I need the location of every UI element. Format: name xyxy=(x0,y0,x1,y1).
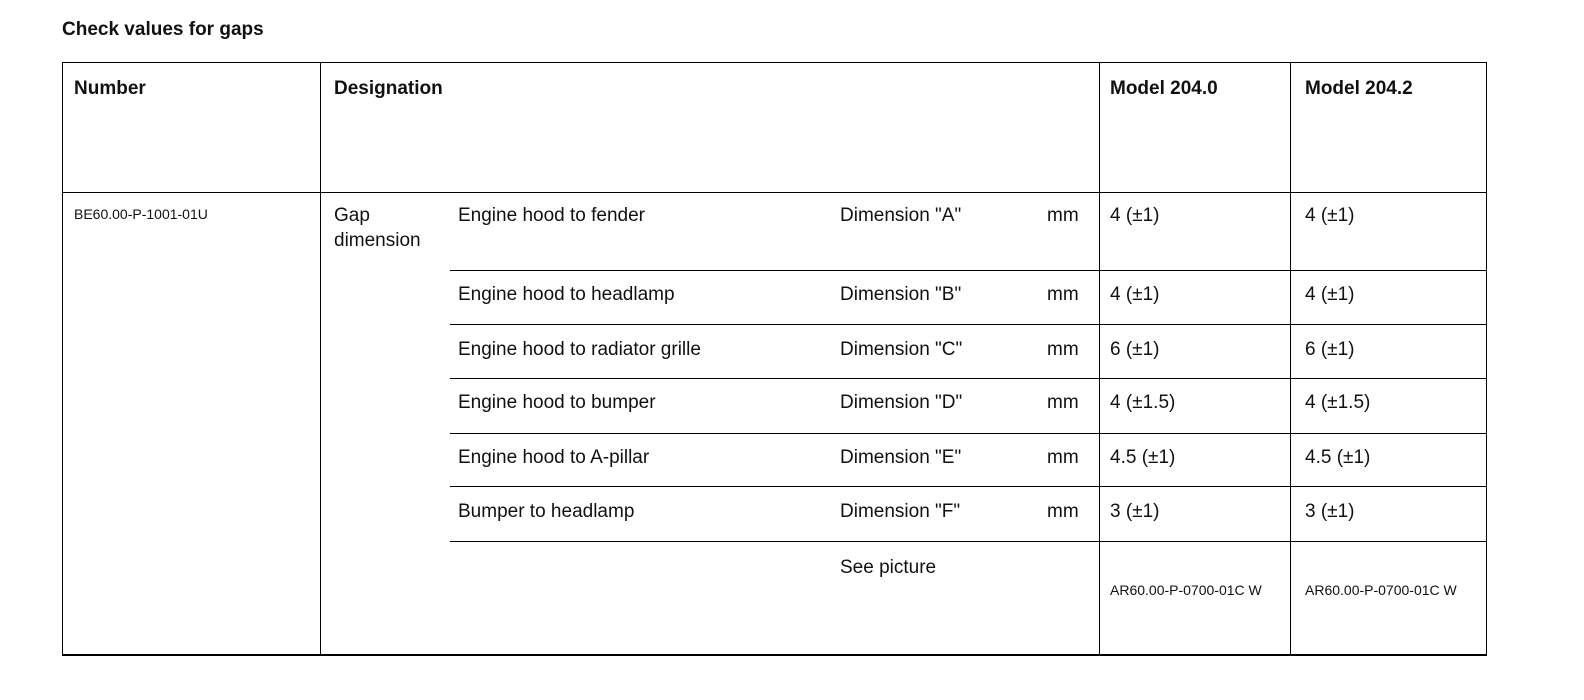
row-description: Engine hood to radiator grille xyxy=(458,339,701,360)
header-separator xyxy=(62,192,1487,193)
row-separator xyxy=(450,486,1487,487)
row-value-model-204-2: 4.5 (±1) xyxy=(1305,447,1371,468)
row-unit: mm xyxy=(1047,501,1079,522)
row-dimension: Dimension "A" xyxy=(840,205,962,226)
row-description: Engine hood to bumper xyxy=(458,392,656,413)
row-dimension: Dimension "B" xyxy=(840,284,962,305)
row-unit: mm xyxy=(1047,284,1079,305)
table-border-bottom xyxy=(62,654,1487,656)
column-separator-number xyxy=(320,62,321,656)
picture-reference-model-204-2: AR60.00-P-0700-01C W xyxy=(1305,582,1457,598)
table-border-right xyxy=(1486,62,1487,656)
row-separator xyxy=(450,433,1487,434)
row-separator xyxy=(450,270,1487,271)
row-unit: mm xyxy=(1047,205,1079,226)
row-separator xyxy=(450,541,1487,542)
row-value-model-204-0: 4 (±1) xyxy=(1110,284,1160,305)
header-model-204-2: Model 204.2 xyxy=(1305,78,1413,99)
row-value-model-204-2: 4 (±1.5) xyxy=(1305,392,1371,413)
picture-reference-model-204-0: AR60.00-P-0700-01C W xyxy=(1110,582,1262,598)
header-designation: Designation xyxy=(334,78,443,99)
row-separator xyxy=(450,324,1487,325)
row-value-model-204-0: 4.5 (±1) xyxy=(1110,447,1176,468)
row-value-model-204-0: 4 (±1) xyxy=(1110,205,1160,226)
gap-values-table xyxy=(62,62,1487,655)
header-model-204-0: Model 204.0 xyxy=(1110,78,1218,99)
row-dimension: Dimension "E" xyxy=(840,447,962,468)
table-border-left xyxy=(62,62,63,656)
row-value-model-204-0: 3 (±1) xyxy=(1110,501,1160,522)
row-dimension: Dimension "C" xyxy=(840,339,963,360)
group-label: Gap dimension xyxy=(334,205,421,251)
row-dimension: Dimension "D" xyxy=(840,392,963,413)
row-value-model-204-2: 3 (±1) xyxy=(1305,501,1355,522)
row-description: Bumper to headlamp xyxy=(458,501,635,522)
header-number: Number xyxy=(74,78,146,99)
row-unit: mm xyxy=(1047,392,1079,413)
see-picture-label: See picture xyxy=(840,557,937,578)
row-unit: mm xyxy=(1047,339,1079,360)
row-description: Engine hood to fender xyxy=(458,205,645,226)
row-value-model-204-2: 4 (±1) xyxy=(1305,205,1355,226)
row-description: Engine hood to headlamp xyxy=(458,284,675,305)
row-value-model-204-0: 4 (±1.5) xyxy=(1110,392,1176,413)
page-title: Check values for gaps xyxy=(62,19,264,40)
column-separator-model-b xyxy=(1290,62,1291,656)
row-value-model-204-2: 6 (±1) xyxy=(1305,339,1355,360)
part-number: BE60.00-P-1001-01U xyxy=(74,206,208,222)
row-description: Engine hood to A-pillar xyxy=(458,447,650,468)
row-separator xyxy=(450,378,1487,379)
row-value-model-204-0: 6 (±1) xyxy=(1110,339,1160,360)
row-value-model-204-2: 4 (±1) xyxy=(1305,284,1355,305)
row-dimension: Dimension "F" xyxy=(840,501,961,522)
table-border-top xyxy=(62,62,1487,63)
row-unit: mm xyxy=(1047,447,1079,468)
column-separator-model-a xyxy=(1099,62,1100,656)
